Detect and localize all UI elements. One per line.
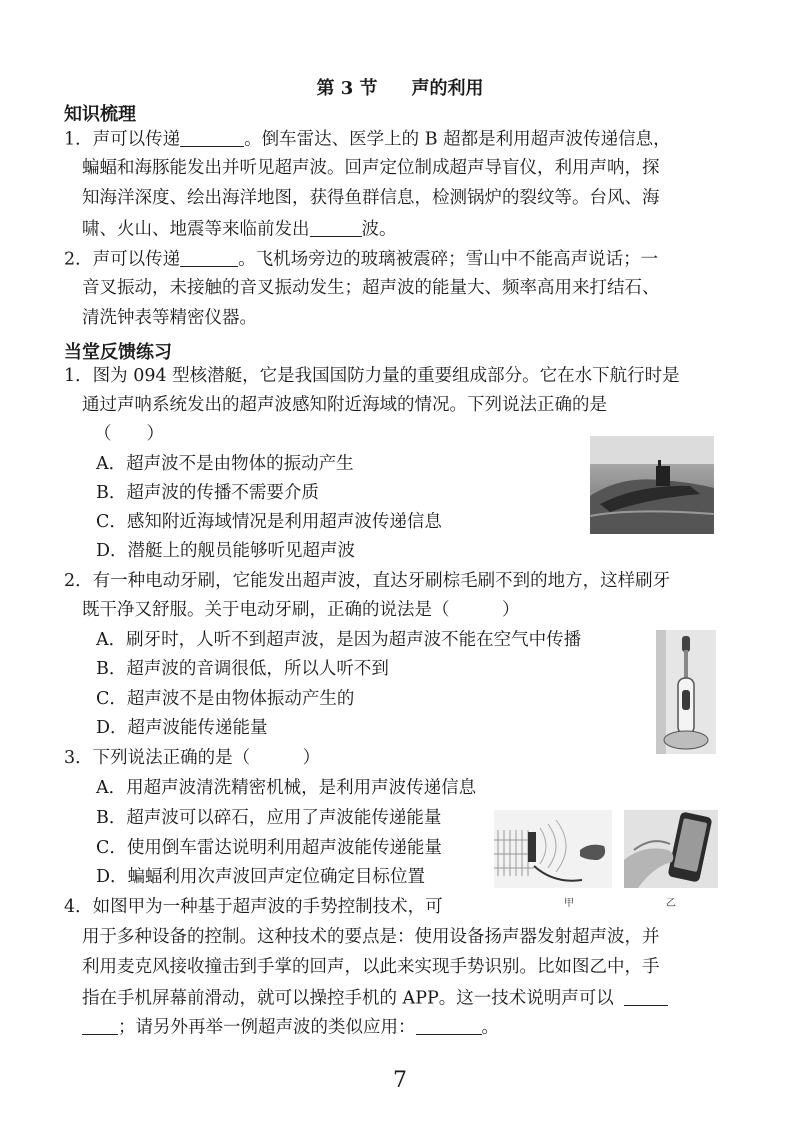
phone-gesture-photo — [624, 810, 718, 888]
q4-line1: 4．如图甲为一种基于超声波的手势控制技术，可 — [64, 897, 443, 917]
blank — [416, 1016, 482, 1035]
q2-line1: 2．有一种电动牙刷，它能发出超声波，直达牙刷棕毛刷不到的地方，这样刷牙 — [64, 571, 671, 591]
section-title: 第 3 节 声的利用 — [316, 78, 484, 99]
blank — [624, 987, 668, 1006]
blank — [310, 218, 362, 237]
q3-option-a: A．用超声波清洗精密机械，是利用声波传递信息 — [96, 778, 477, 798]
k2-line1: 2．声可以传递 。飞机场旁边的玻璃被震碎；雪山中不能高声说话；一 — [64, 249, 659, 270]
q2-option-d: D．超声波能传递能量 — [96, 718, 268, 738]
q4-line5: ；请另外再举一例超声波的类似应用： 。 — [82, 1016, 499, 1039]
blank — [82, 1016, 118, 1035]
k2-line3: 清洗钟表等精密仪器。 — [82, 308, 257, 328]
k1-line2: 蝙蝠和海豚能发出并听见超声波。回声定位制成超声导盲仪，利用声呐，探 — [82, 158, 660, 178]
q1-line1: 1．图为 094 型核潜艇，它是我国国防力量的重要组成部分。它在水下航行时是 — [64, 366, 680, 386]
page-number: 7 — [393, 1068, 407, 1093]
q1-paren: （ ） — [94, 424, 164, 444]
q1-option-b: B．超声波的传播不需要介质 — [96, 483, 319, 503]
q4-line3: 利用麦克风接收撞击到手掌的回声，以此来实现手势识别。比如图乙中，手 — [82, 957, 660, 977]
q1-line2: 通过声呐系统发出的超声波感知附近海域的情况。下列说法正确的是 — [82, 395, 607, 415]
blank — [180, 248, 238, 267]
q3-option-c: C．使用倒车雷达说明利用超声波能传递能量 — [96, 838, 442, 858]
q1-option-a: A．超声波不是由物体的振动产生 — [96, 454, 354, 474]
heading-knowledge: 知识梳理 — [64, 104, 136, 125]
toothbrush-photo — [656, 630, 716, 754]
q2-option-b: B．超声波的音调很低，所以人听不到 — [96, 659, 389, 679]
q2-option-c: C．超声波不是由物体振动产生的 — [96, 689, 355, 709]
q3-option-d: D．蝙蝠利用次声波回声定位确定目标位置 — [96, 867, 426, 887]
caption-jia: 甲 — [564, 898, 574, 909]
blank — [180, 128, 244, 147]
q3-line1: 3．下列说法正确的是（ ） — [64, 748, 321, 768]
q2-option-a: A．刷牙时，人听不到超声波，是因为超声波不能在空气中传播 — [96, 630, 582, 650]
q1-option-d: D．潜艇上的舰员能够听见超声波 — [96, 541, 356, 561]
q3-option-b: B．超声波可以碎石，应用了声波能传递能量 — [96, 808, 442, 828]
heading-practice: 当堂反馈练习 — [64, 342, 172, 363]
k1-line1: 1．声可以传递 。倒车雷达、医学上的 B 超都是利用超声波传递信息， — [64, 129, 671, 150]
q4-line2: 用于多种设备的控制。这种技术的要点是：使用设备扬声器发射超声波，并 — [82, 927, 660, 947]
submarine-photo — [590, 436, 714, 534]
q4-line4: 指在手机屏幕前滑动，就可以操控手机的 APP。这一技术说明声可以 — [82, 987, 668, 1010]
k1-line3: 知海洋深度、绘出海洋地图，获得鱼群信息，检测锅炉的裂纹等。台风、海 — [82, 188, 660, 208]
gesture-device-photo — [494, 810, 612, 888]
k1-line4: 啸、火山、地震等来临前发出 波。 — [82, 219, 397, 240]
q1-option-c: C．感知附近海域情况是利用超声波传递信息 — [96, 512, 442, 532]
k2-line2: 音叉振动，未接触的音叉振动发生；超声波的能量大、频率高用来打结石、 — [82, 278, 660, 298]
caption-yi: 乙 — [666, 898, 676, 909]
q2-line2: 既干净又舒服。关于电动牙刷，正确的说法是（ ） — [82, 600, 520, 620]
